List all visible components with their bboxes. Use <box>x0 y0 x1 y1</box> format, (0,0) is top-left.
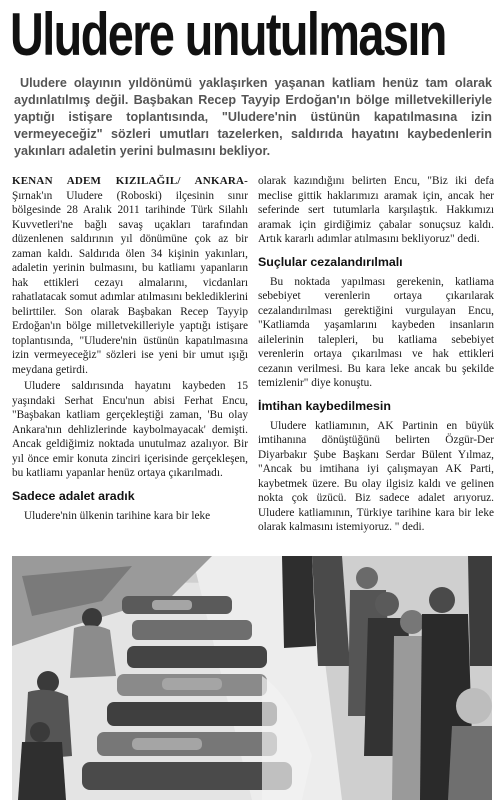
headline: Uludere unutulmasın <box>10 1 446 68</box>
article-paragraph: Uludere'nin ülkenin tarihine kara bir leke <box>24 509 211 522</box>
subheading: Suçlular cezalandırılmalı <box>258 254 403 269</box>
byline: KENAN ADEM KIZILAĞIL/ ANKARA- <box>12 175 248 187</box>
article-column-left <box>12 174 248 523</box>
paragraph-text: Şırnak'ın Uludere (Roboski) ilçesinin sınır bölgesinde 28 Aralık 2011 tarihinde Türk Silahlı Kuvvetleri'ne bağlı savaş uçakları tarafından düzenlenen saldırının yıl dönümüne çok az bir zaman kaldı. Saldırıda ölen 34 kişinin yakınları, adaletin yerinin bulmasını, bu katliamı yapanların hak ettikleri cezayı almalarını, vicdanları rahatlatacak somut adımlar atılmasını beklediklerini belirttiler. Son olarak Başbakan Recep Tayyip Erdoğan'ın bölge milletvekilleriyle yaptığı istişare toplantısında, "Uludere'nin üstünün kapatılmasına izin vermeyeceğiz" sözleri ise yeni bir umut ışığı meydana getirdi. <box>12 189 248 376</box>
photo-illustration <box>12 556 492 800</box>
lead-paragraph: Uludere olayının yıldönümü yaklaşırken yaşanan katliam henüz tam olarak aydınlatılmış değil. Başbakan Recep Tayyip Erdoğan'ın bölge milletvekilleriyle yaptığı istişare toplantısında, "Uludere'nin üstünün kapatılmasına izin vermeyeceğiz" sözleri umutları tazelerken, saldırıda hayatını kaybedenlerin yakınları adaletin yerini bulmasını bekliyor. <box>14 76 492 158</box>
article-paragraph: Uludere katliamının, AK Partinin en büyük imtihanına dönüştüğünü belirten Özgür-Der Diyarbakır Şube Başkanı Serdar Bülent Yılmaz, "Ancak bu imtihana iyi çalışmayan AK Parti, kaybetmek üzere. Bu olay ilgisiz kaldı ve gelinen nokta çok üzücü. Biz sadece adalet arıyoruz. Uludere katliamının, Türkiye tarihine kara bir leke olarak kalmasını istemiyoruz. " dedi. <box>258 419 494 533</box>
subheading: Sadece adalet aradık <box>12 488 135 503</box>
article-column-right <box>258 174 494 535</box>
news-photo <box>12 556 492 800</box>
article-paragraph: Bu noktada yapılması gerekenin, katliama sebebiyet verenlerin ortaya çıkarılarak cezalandırılması gerektiğini vurgulayan Encu, "Katliamda yaşamlarını kaybeden insanların ailelerinin talepleri, bu katliama sebebiyet verenlerin ortaya çıkarılması ve hak ettikleri cezanın verilmesi. Bu kara leke ancak bu şekilde temizlenir" diye konuştu. <box>258 275 494 389</box>
article-paragraph <box>12 174 248 377</box>
article-paragraph: olarak kazındığını belirten Encu, "Biz iki defa meclise gittik haklarımızı aramak için, ancak her seferinde sert tutumlarla karşılaştık. Hakkımızı aramak için girdiğimiz çabalar sonuçsuz kaldı. Artık kararlı adımlar atılmasını bekliyoruz" dedi. <box>258 175 494 245</box>
subheading: İmtihan kaybedilmesin <box>258 398 391 413</box>
article-paragraph: Uludere saldırısında hayatını kaybeden 15 yaşındaki Serhat Encu'nun abisi Ferhat Encu, "Başbakan katliam gerçekleştiği zaman, 'Bu olay Ankara'nın dehlizlerinde kaybolmayacak' demişti. Ancak geldiğimiz noktada unutulmaz azalıyor. Bir yıl önce emir konuta zinciri içerisinde gerçekleşen, bu katliamı yapanlar henüz ortaya çıkarılmadı. <box>12 380 248 479</box>
